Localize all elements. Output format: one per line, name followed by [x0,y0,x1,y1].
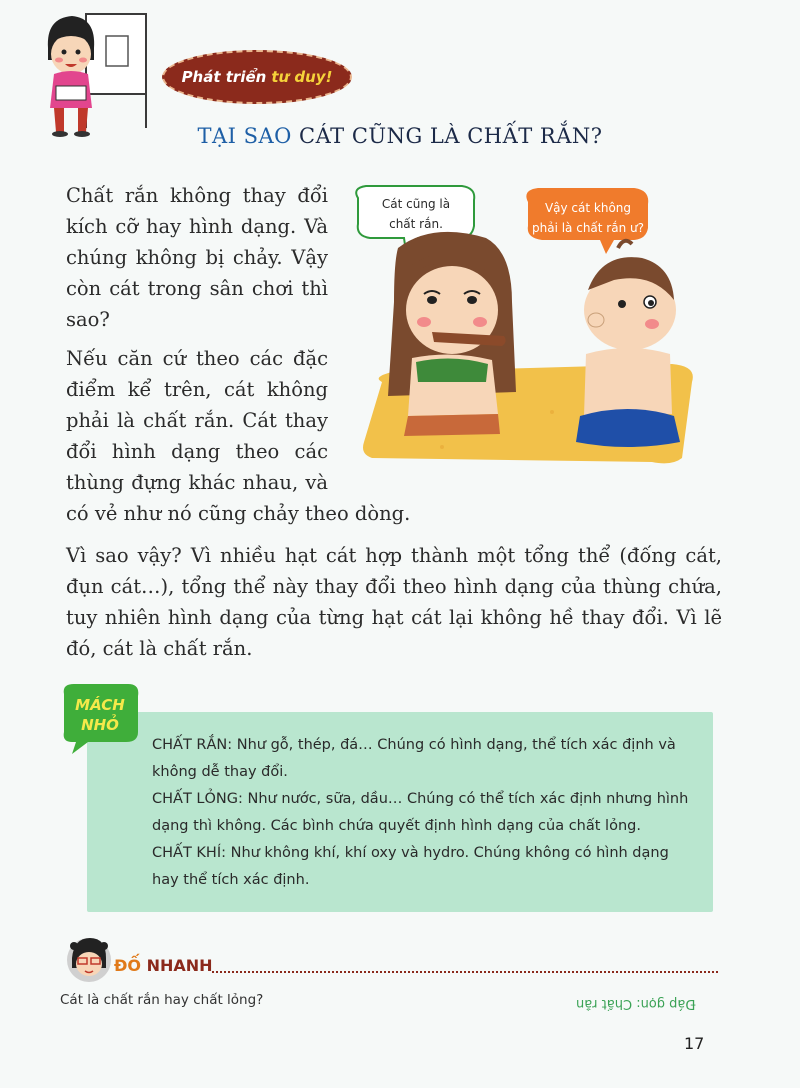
tip-badge-line2: NHỎ [81,716,119,734]
badge-text-part1: Phát triển [181,68,267,86]
bubble-left-line2: chất rắn. [389,217,443,231]
paragraph-1: Chất rắn không thay đổi kích cỡ hay hình dạng. Và chúng không bị chảy. Vậy còn cát trong sân chơi thì sao? [66,184,328,331]
tip-text [152,732,692,894]
paragraph-2-last: có vẻ như nó cũng chảy theo dòng. [66,502,411,525]
children-sand-illustration [352,182,702,464]
page-title-part1: TẠI SAO [197,124,292,148]
quiz-answer-upside-down: Đáp gọn: Chất rắn [576,996,696,1011]
page-title-part2: CÁT CŨNG LÀ CHẤT RẮN? [299,124,603,148]
tip-item-gas: CHẤT KHÍ: Như không khí, khí oxy và hydro. Chúng không có hình dạng hay thể tích xác định. [152,845,669,888]
paragraph-3: Vì sao vậy? Vì nhiều hạt cát hợp thành một tổng thể (đống cát, đụn cát…), tổng thể này thay đổi theo hình dạng của thùng chứa, tuy nhiên hình dạng của từng hạt cát lại không hề thay đổi. Vì lẽ đó, cát là chất rắn. [66,544,722,660]
page-number: 17 [684,1034,705,1053]
tip-badge [58,682,142,754]
tip-badge-line1: MÁCH [75,696,125,714]
paragraph-2 [66,343,411,529]
quiz-girl-icon [64,932,114,988]
section-badge [162,50,352,104]
quiz-question: Cát là chất rắn hay chất lỏng? [60,992,264,1008]
bubble-right-line1: Vậy cát không [544,201,632,215]
quiz-label [114,956,213,975]
page-title [0,124,800,148]
paragraph-2-main: Nếu căn cứ theo các đặc điểm kể trên, cát không phải là chất rắn. Cát thay đổi hình dạng theo các thùng đựng khác nhau, và [66,347,328,494]
quiz-label-part2: NHANH [146,956,213,975]
teacher-character-illustration [34,8,154,138]
tip-item-liquid: CHẤT LỎNG: Như nước, sữa, dầu… Chúng có thể tích xác định nhưng hình dạng thì không. Các bình chứa quyết định hình dạng của chất lỏng. [152,791,689,834]
badge-text-part2: tư duy! [271,68,333,86]
bubble-left-line1: Cát cũng là [381,197,451,211]
bubble-right-line2: phải là chất rắn ư? [532,221,644,235]
quiz-divider [212,971,718,973]
quiz-label-part1: ĐỐ [114,956,142,975]
tip-item-solid: CHẤT RẮN: Như gỗ, thép, đá… Chúng có hình dạng, thể tích xác định và không dễ thay đổi. [152,737,676,780]
